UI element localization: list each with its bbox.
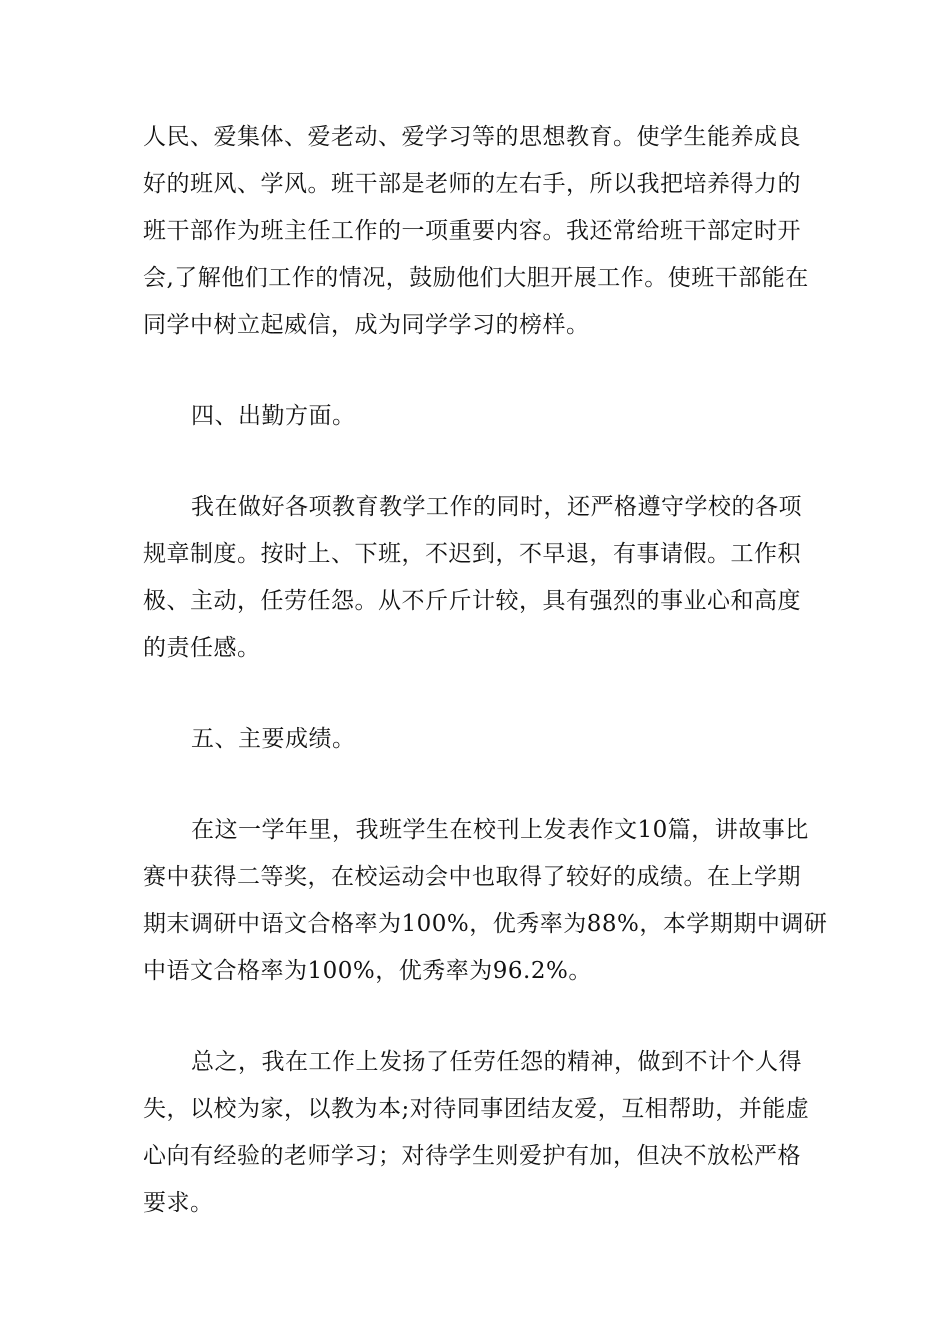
text-line: 规章制度。按时上、下班，不迟到，不早退，有事请假。工作积 [143, 541, 801, 567]
text-line: 好的班风、学风。班干部是老师的左右手，所以我把培养得力的 [143, 171, 801, 197]
text-line: 四、出勤方面。 [191, 403, 356, 429]
text-line: 人民、爱集体、爱老动、爱学习等的思想教育。使学生能养成良 [143, 124, 801, 150]
text-line: 的责任感。 [143, 635, 261, 661]
text-line: 失，以校为家，以教为本;对待同事团结友爱，互相帮助，并能虚 [143, 1096, 810, 1122]
paragraph-gap [143, 995, 813, 1039]
text-line: 班干部作为班主任工作的一项重要内容。我还常给班干部定时开 [143, 218, 801, 244]
paragraph-gap [143, 440, 813, 484]
text-line: 期末调研中语文合格率为100%，优秀率为88%，本学期期中调研 [143, 911, 828, 937]
text-line: 极、主动，任劳任怨。从不斤斤计较，具有强烈的事业心和高度 [143, 588, 801, 614]
paragraph-gap [143, 349, 813, 393]
section-heading-achievements [143, 716, 813, 763]
text-line: 我在做好各项教育教学工作的同时，还严格遵守学校的各项 [191, 494, 802, 520]
text-line: 在这一学年里，我班学生在校刊上发表作文10篇，讲故事比 [191, 817, 809, 843]
section-heading-attendance [143, 393, 813, 440]
paragraph-gap [143, 763, 813, 807]
paragraph-class-management [143, 114, 813, 349]
text-line: 中语文合格率为100%，优秀率为96.2%。 [143, 958, 592, 984]
text-line: 要求。 [143, 1190, 214, 1216]
text-line: 总之，我在工作上发扬了任劳任怨的精神，做到不计个人得 [191, 1049, 802, 1075]
text-line: 赛中获得二等奖，在校运动会中也取得了较好的成绩。在上学期 [143, 864, 801, 890]
document-body [143, 114, 828, 1227]
text-line: 心向有经验的老师学习；对待学生则爱护有加，但决不放松严格 [143, 1143, 801, 1169]
paragraph-achievements [143, 807, 828, 995]
paragraph-attendance [143, 484, 813, 672]
text-line: 会,了解他们工作的情况，鼓励他们大胆开展工作。使班干部能在 [143, 265, 809, 291]
text-line: 五、主要成绩。 [191, 726, 356, 752]
paragraph-summary [143, 1039, 813, 1227]
paragraph-gap [143, 672, 813, 716]
text-line: 同学中树立起威信，成为同学学习的榜样。 [143, 312, 590, 338]
